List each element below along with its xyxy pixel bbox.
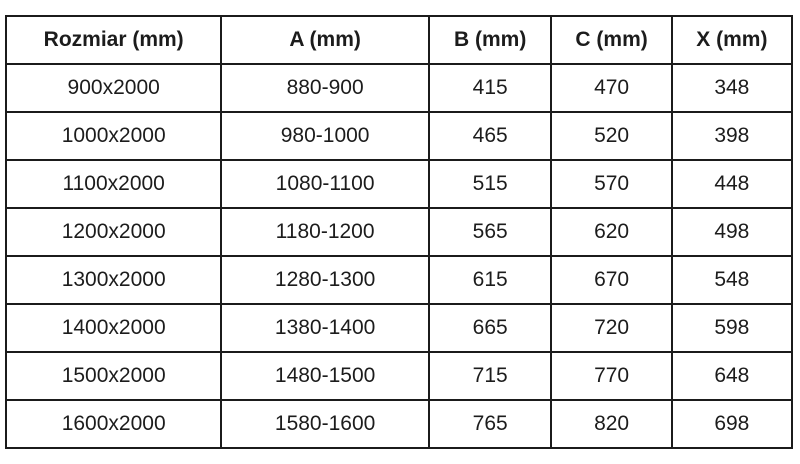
table-row <box>6 64 792 112</box>
column-header: A (mm) <box>221 16 429 64</box>
table-cell: 348 <box>672 64 792 112</box>
table-cell: 1100x2000 <box>6 160 221 208</box>
column-header: B (mm) <box>429 16 552 64</box>
table-cell: 1000x2000 <box>6 112 221 160</box>
table-cell: 765 <box>429 400 552 448</box>
header-row <box>6 16 792 64</box>
table-cell: 465 <box>429 112 552 160</box>
table-cell: 570 <box>551 160 671 208</box>
table-row <box>6 304 792 352</box>
table-cell: 1180-1200 <box>221 208 429 256</box>
table-row <box>6 256 792 304</box>
table-cell: 548 <box>672 256 792 304</box>
table-cell: 498 <box>672 208 792 256</box>
table-row <box>6 400 792 448</box>
table-cell: 1200x2000 <box>6 208 221 256</box>
table-row <box>6 352 792 400</box>
table-row <box>6 208 792 256</box>
table-cell: 900x2000 <box>6 64 221 112</box>
table-cell: 1380-1400 <box>221 304 429 352</box>
table-cell: 880-900 <box>221 64 429 112</box>
table-cell: 1080-1100 <box>221 160 429 208</box>
table-row <box>6 160 792 208</box>
table-cell: 1500x2000 <box>6 352 221 400</box>
table-cell: 648 <box>672 352 792 400</box>
table-cell: 1300x2000 <box>6 256 221 304</box>
table-cell: 1600x2000 <box>6 400 221 448</box>
table-cell: 1480-1500 <box>221 352 429 400</box>
table-cell: 698 <box>672 400 792 448</box>
table-cell: 598 <box>672 304 792 352</box>
table-cell: 820 <box>551 400 671 448</box>
table-cell: 670 <box>551 256 671 304</box>
column-header: X (mm) <box>672 16 792 64</box>
table-cell: 980-1000 <box>221 112 429 160</box>
table-cell: 1400x2000 <box>6 304 221 352</box>
table-cell: 715 <box>429 352 552 400</box>
table-cell: 665 <box>429 304 552 352</box>
size-dimensions-table <box>5 15 793 449</box>
table-cell: 770 <box>551 352 671 400</box>
column-header: Rozmiar (mm) <box>6 16 221 64</box>
table-cell: 415 <box>429 64 552 112</box>
table-cell: 615 <box>429 256 552 304</box>
table-cell: 1580-1600 <box>221 400 429 448</box>
table-cell: 470 <box>551 64 671 112</box>
table-cell: 1280-1300 <box>221 256 429 304</box>
table-cell: 398 <box>672 112 792 160</box>
table-cell: 515 <box>429 160 552 208</box>
table-cell: 565 <box>429 208 552 256</box>
table-cell: 520 <box>551 112 671 160</box>
table-row <box>6 112 792 160</box>
table-cell: 720 <box>551 304 671 352</box>
column-header: C (mm) <box>551 16 671 64</box>
table-cell: 448 <box>672 160 792 208</box>
table-body <box>6 64 792 448</box>
table-cell: 620 <box>551 208 671 256</box>
